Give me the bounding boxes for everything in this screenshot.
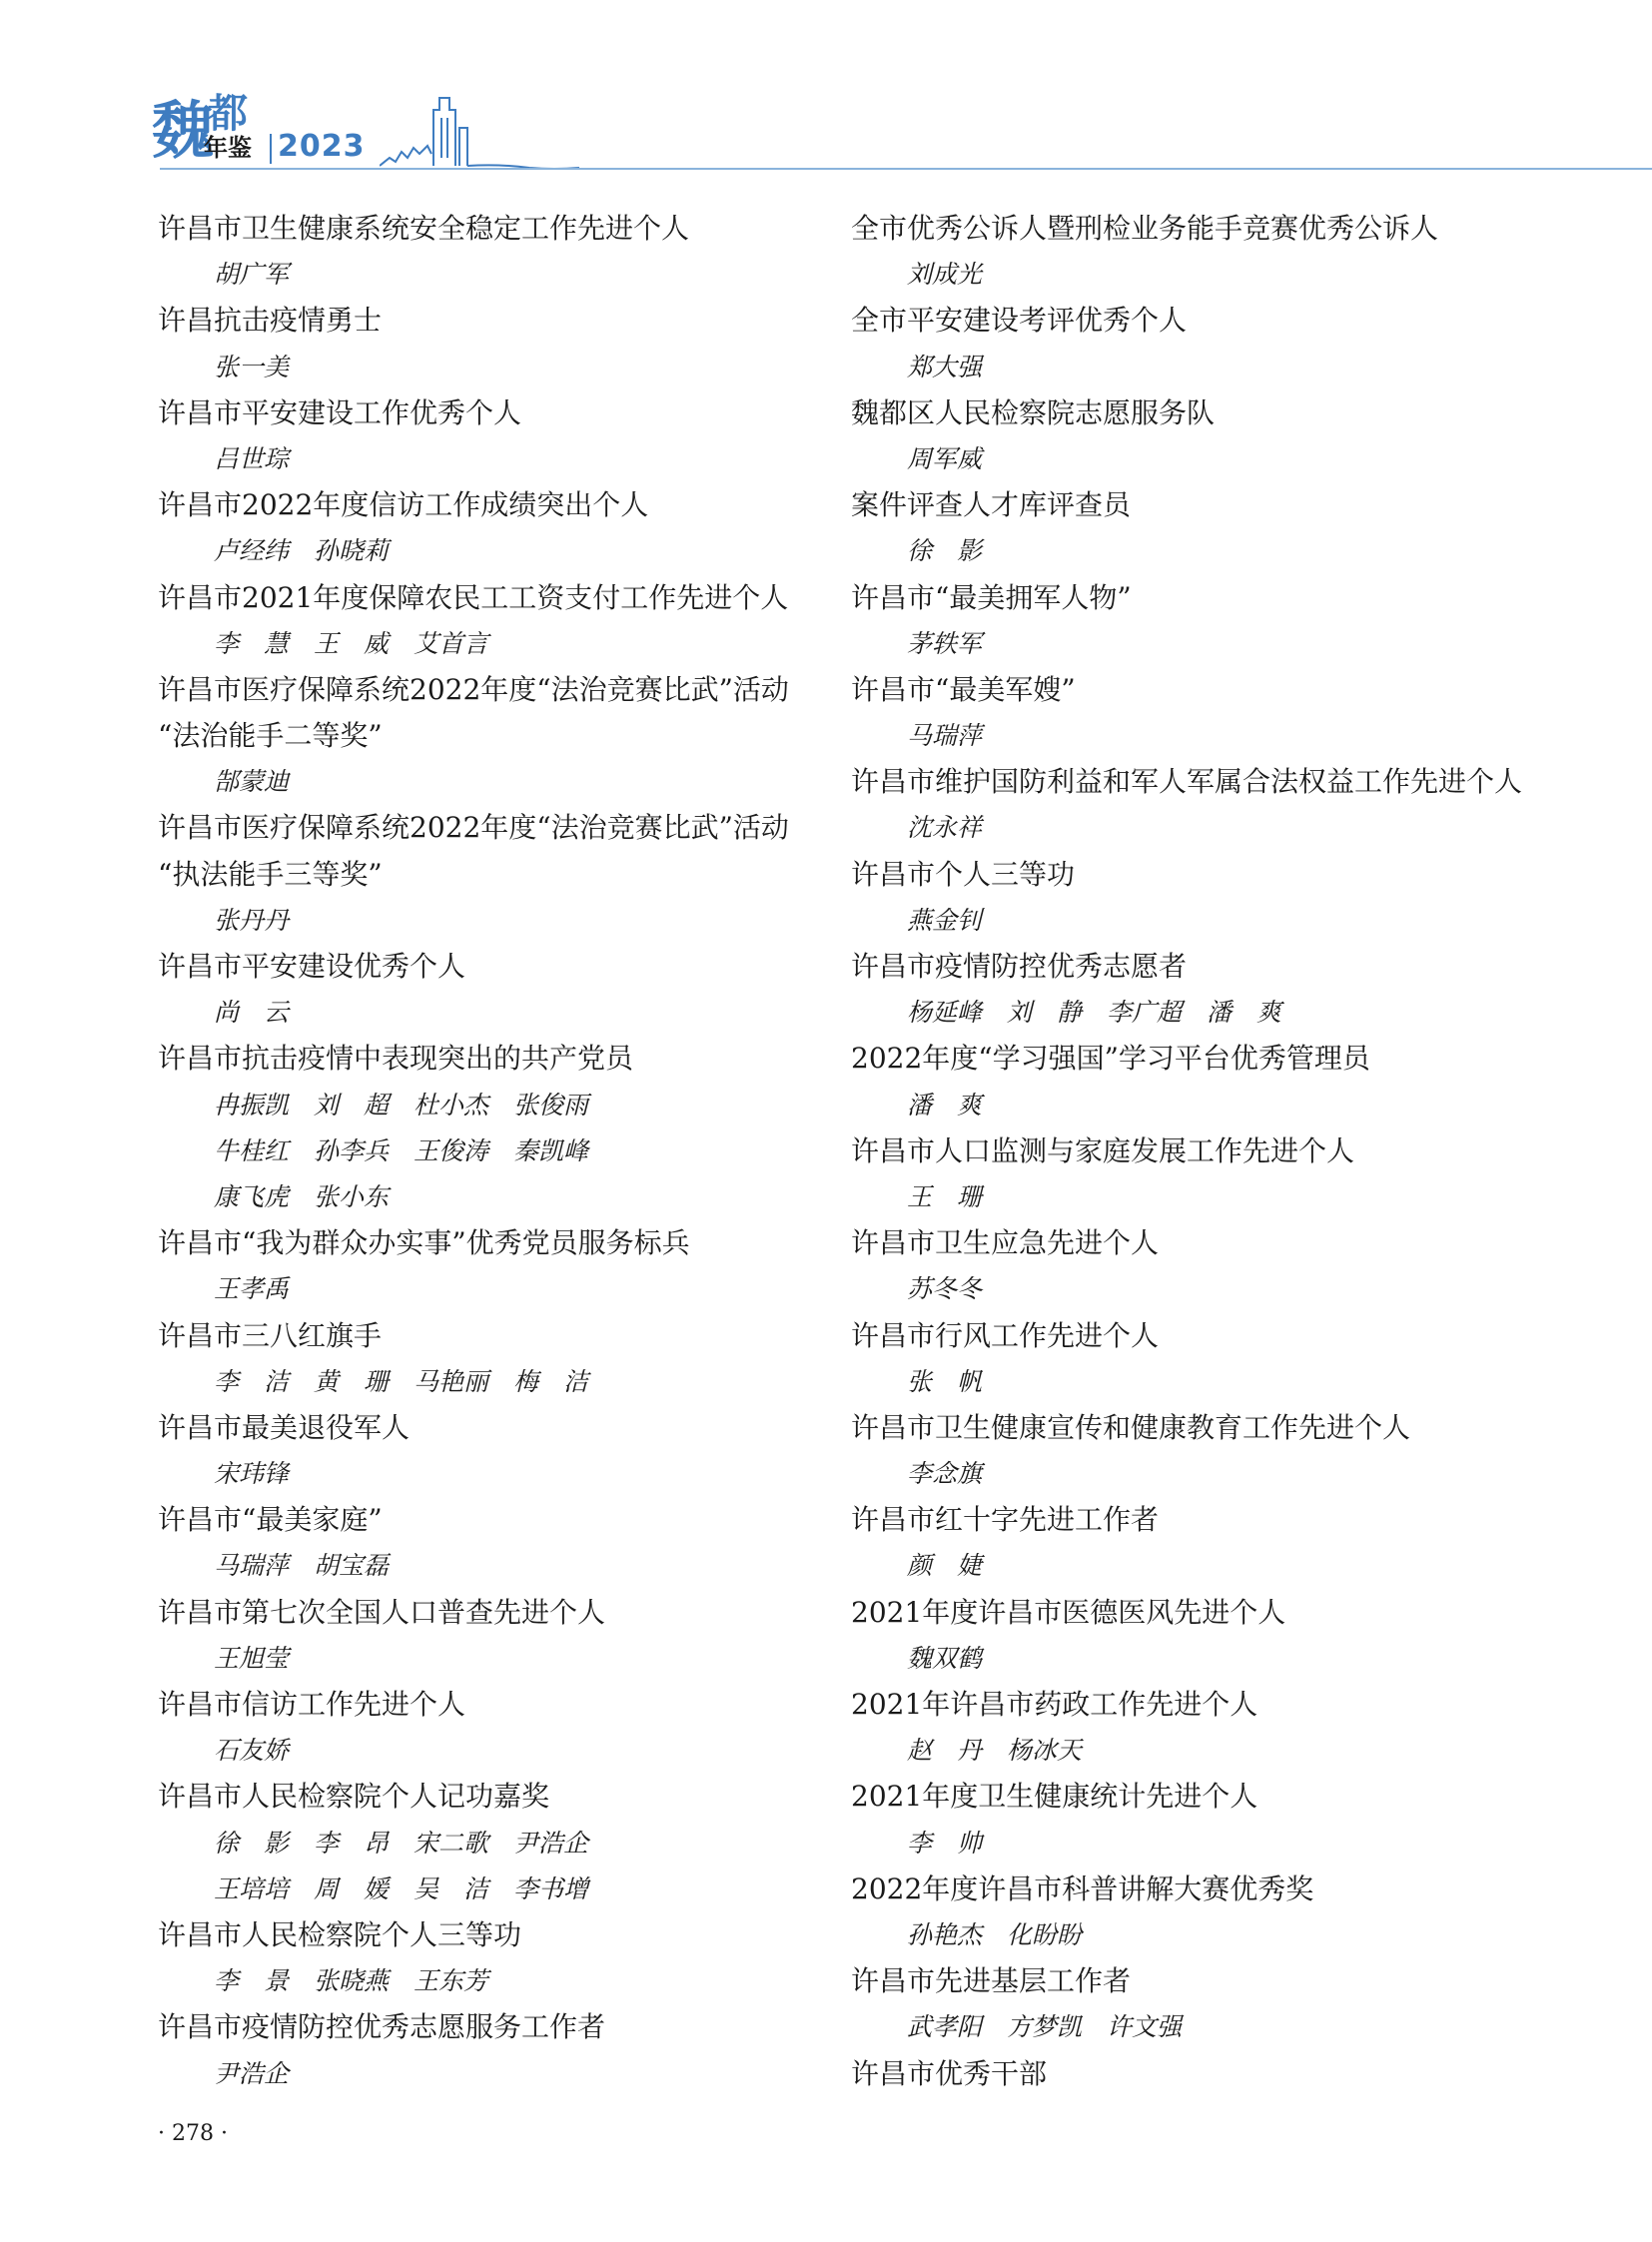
award-title: 许昌市先进基层工作者	[851, 1964, 1132, 1998]
award-title: 2021年度卫生健康统计先进个人	[851, 1780, 1258, 1814]
award-title: 许昌市平安建设优秀个人	[158, 950, 466, 983]
award-title: 许昌市抗击疫情中表现突出的共产党员	[158, 1042, 634, 1076]
recipient-names: 卢经纬 孙晓莉	[214, 536, 390, 566]
recipient-names: 冉振凯 刘 超 杜小杰 张俊雨	[214, 1090, 589, 1120]
recipient-names: 王培培 周 媛 吴 洁 李书增	[214, 1873, 589, 1903]
award-title: 许昌市维护国防利益和军人军属合法权益工作先进个人	[851, 765, 1523, 799]
award-title: 许昌市卫生健康宣传和健康教育工作先进个人	[851, 1410, 1411, 1444]
recipient-names: 康飞虎 张小东	[214, 1181, 390, 1211]
award-title: 许昌市医疗保障系统2022年度“法治竞赛比武”活动	[158, 811, 789, 845]
recipient-names: 苏冬冬	[907, 1274, 983, 1304]
recipient-names: 郑大强	[907, 352, 983, 381]
award-title: 许昌市人民检察院个人记功嘉奖	[158, 1780, 550, 1814]
logo-divider	[270, 134, 272, 164]
recipient-names: 张丹丹	[214, 905, 290, 935]
award-title: 许昌市优秀干部	[851, 2056, 1048, 2090]
award-title: 2022年度许昌市科普讲解大赛优秀奖	[851, 1871, 1314, 1905]
recipient-names: 李 帅	[907, 1828, 983, 1858]
award-title: 许昌市疫情防控优秀志愿者	[851, 950, 1188, 983]
recipient-names: 茅轶军	[907, 628, 983, 658]
recipient-names: 赵 丹 杨冰天	[907, 1736, 1083, 1766]
award-title: 许昌市疫情防控优秀志愿服务工作者	[158, 2010, 606, 2044]
award-title: 许昌市个人三等功	[851, 857, 1076, 891]
recipient-names: 张一美	[214, 352, 290, 381]
recipient-names: 魏双鹤	[907, 1643, 983, 1673]
award-title: 全市优秀公诉人暨刑检业务能手竞赛优秀公诉人	[851, 212, 1439, 245]
recipient-names: 宋玮锋	[214, 1459, 290, 1489]
recipient-names: 杨延峰 刘 静 李广超 潘 爽	[907, 998, 1282, 1028]
award-title: 2022年度“学习强国”学习平台优秀管理员	[851, 1042, 1370, 1076]
left-column	[158, 206, 817, 2097]
recipient-names: 孙艳杰 化盼盼	[907, 1919, 1083, 1949]
award-title: 2021年许昌市药政工作先进个人	[851, 1688, 1258, 1721]
header-rule	[160, 168, 1652, 170]
recipient-names: 尹浩企	[214, 2058, 290, 2088]
award-title: 许昌市第七次全国人口普查先进个人	[158, 1595, 606, 1629]
recipient-names: 石友娇	[214, 1736, 290, 1766]
recipient-names: 李 景 张晓燕 王东芳	[214, 1966, 489, 1996]
skyline-icon	[380, 88, 579, 172]
award-title: “法治能手二等奖”	[158, 719, 383, 753]
award-title: 许昌市卫生健康系统安全稳定工作先进个人	[158, 212, 690, 245]
award-title: 魏都区人民检察院志愿服务队	[851, 395, 1216, 429]
page-number: · 278 ·	[158, 2121, 228, 2146]
award-title: 许昌抗击疫情勇士	[158, 304, 383, 338]
recipient-names: 胡广军	[214, 260, 290, 290]
recipient-names: 马瑞萍	[907, 721, 983, 751]
recipient-names: 尚 云	[214, 998, 290, 1028]
award-title: 许昌市“最美家庭”	[158, 1503, 383, 1537]
award-title: 许昌市“最美拥军人物”	[851, 580, 1132, 614]
award-title: 许昌市红十字先进工作者	[851, 1503, 1160, 1537]
award-title: 许昌市“最美军嫂”	[851, 672, 1076, 706]
award-title: “执法能手三等奖”	[158, 857, 383, 891]
recipient-names: 潘 爽	[907, 1090, 983, 1120]
award-title: 许昌市卫生应急先进个人	[851, 1226, 1160, 1260]
award-title: 许昌市行风工作先进个人	[851, 1318, 1160, 1352]
recipient-names: 李念旗	[907, 1459, 983, 1489]
award-title: 许昌市2022年度信访工作成绩突出个人	[158, 488, 649, 522]
award-title: 许昌市最美退役军人	[158, 1410, 411, 1444]
recipient-names: 徐 影 李 昂 宋二歌 尹浩企	[214, 1828, 589, 1858]
recipient-names: 王 珊	[907, 1181, 983, 1211]
award-title: 许昌市信访工作先进个人	[158, 1688, 466, 1721]
award-title: 许昌市“我为群众办实事”优秀党员服务标兵	[158, 1226, 690, 1260]
recipient-names: 颜 婕	[907, 1551, 983, 1581]
logo-year: 2023	[278, 129, 366, 164]
page-header	[0, 0, 1652, 180]
award-title: 许昌市三八红旗手	[158, 1318, 383, 1352]
recipient-names: 武孝阳 方梦凯 许文强	[907, 2012, 1183, 2042]
logo-du-char: 都	[208, 91, 248, 137]
award-title: 许昌市医疗保障系统2022年度“法治竞赛比武”活动	[158, 672, 789, 706]
award-title: 许昌市人口监测与家庭发展工作先进个人	[851, 1133, 1355, 1167]
recipient-names: 王旭莹	[214, 1643, 290, 1673]
award-title: 案件评查人才库评查员	[851, 488, 1132, 522]
right-column	[851, 206, 1550, 2097]
award-title: 2021年度许昌市医德医风先进个人	[851, 1595, 1286, 1629]
logo-wei-char: 魏	[152, 94, 215, 167]
recipient-names: 张 帆	[907, 1366, 983, 1396]
recipient-names: 吕世琮	[214, 443, 290, 473]
recipient-names: 李 洁 黄 珊 马艳丽 梅 洁	[214, 1366, 589, 1396]
recipient-names: 郜蒙迪	[214, 767, 290, 797]
recipient-names: 燕金钊	[907, 905, 983, 935]
recipient-names: 刘成光	[907, 260, 983, 290]
award-title: 全市平安建设考评优秀个人	[851, 304, 1188, 338]
award-title: 许昌市2021年度保障农民工工资支付工作先进个人	[158, 580, 789, 614]
recipient-names: 牛桂红 孙李兵 王俊涛 秦凯峰	[214, 1135, 589, 1165]
recipient-names: 马瑞萍 胡宝磊	[214, 1551, 390, 1581]
recipient-names: 徐 影	[907, 536, 983, 566]
recipient-names: 王孝禹	[214, 1274, 290, 1304]
recipient-names: 李 慧 王 威 艾首言	[214, 628, 489, 658]
recipient-names: 沈永祥	[907, 813, 983, 843]
award-title: 许昌市平安建设工作优秀个人	[158, 395, 522, 429]
recipient-names: 周军威	[907, 443, 983, 473]
logo-yearbook-label: 年鉴	[204, 134, 252, 162]
award-title: 许昌市人民检察院个人三等功	[158, 1917, 522, 1951]
